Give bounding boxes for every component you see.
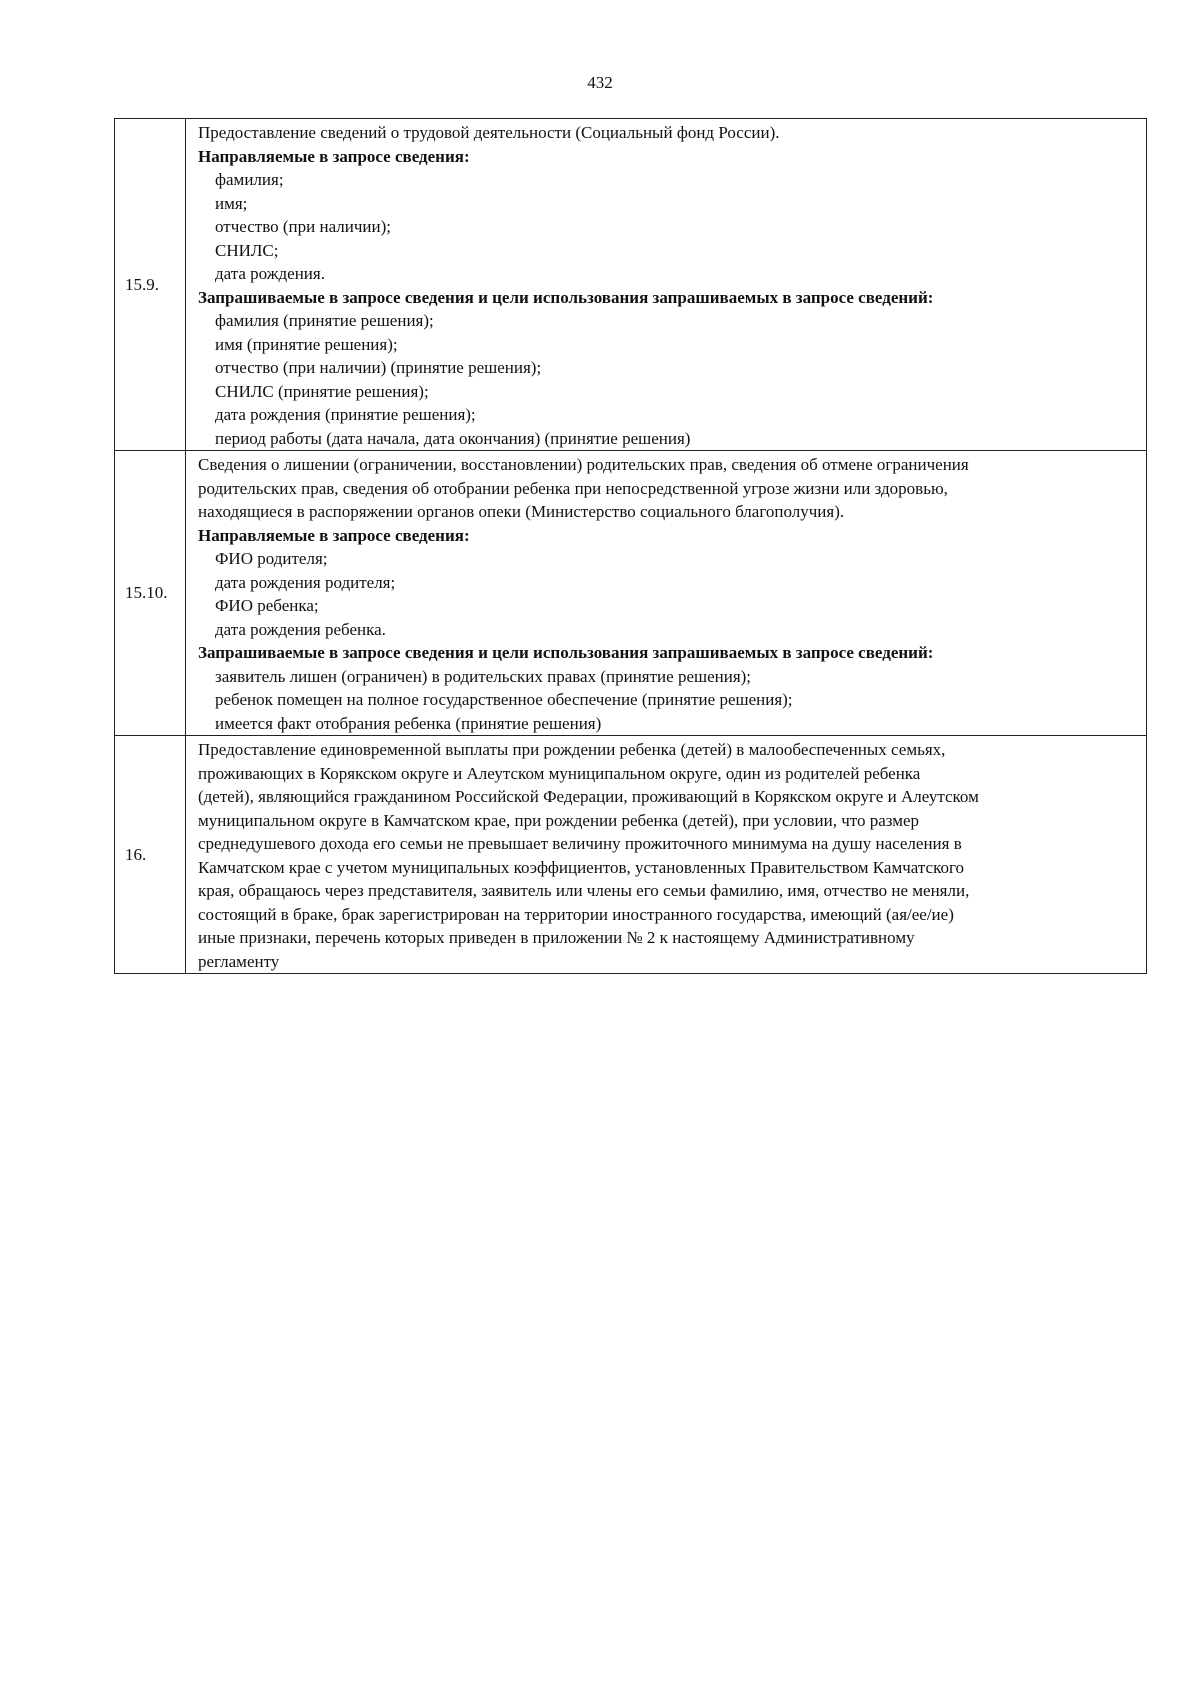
list-item: имя (принятие решения);	[215, 334, 398, 354]
row-content	[186, 451, 1147, 736]
text-line: края, обращаюсь через представителя, заявитель или члены его семьи фамилию, имя, отчество не меняли,	[198, 881, 970, 900]
text-line: родительских прав, сведения об отобрании ребенка при непосредственной угрозе жизни или здоровью,	[198, 478, 948, 498]
table-body	[115, 119, 1147, 974]
text-line: Сведения о лишении (ограничении, восстановлении) родительских прав, сведения об отмене ограничения	[198, 455, 969, 474]
list-item: период работы (дата начала, дата окончания) (принятие решения)	[215, 428, 691, 448]
row-content	[186, 119, 1147, 451]
row-number: 16.	[115, 736, 186, 974]
text-line: проживающих в Корякском округе и Алеутском муниципальном округе, один из родителей ребенка	[198, 763, 921, 783]
section-heading: Направляемые в запросе сведения:	[198, 525, 470, 545]
text-line: Предоставление сведений о трудовой деятельности (Социальный фонд России).	[198, 123, 780, 142]
list-item: дата рождения (принятие решения);	[215, 405, 476, 424]
text-line: муниципальном округе в Камчатском крае, при рождении ребенка (детей), при условии, что размер	[198, 810, 920, 830]
row-content	[186, 736, 1147, 974]
list-item: заявитель лишен (ограничен) в родительских правах (принятие решения);	[215, 666, 752, 686]
list-item: фамилия;	[215, 170, 284, 189]
list-item: дата рождения.	[215, 264, 325, 283]
row-number: 15.10.	[115, 451, 186, 736]
list-item: СНИЛС (принятие решения);	[215, 381, 429, 401]
section-heading: Запрашиваемые в запросе сведения и цели использования запрашиваемых в запросе сведений:	[198, 287, 934, 307]
list-item: ребенок помещен на полное государственное обеспечение (принятие решения);	[215, 690, 793, 709]
section-heading: Запрашиваемые в запросе сведения и цели использования запрашиваемых в запросе сведений:	[198, 643, 934, 662]
section-heading: Направляемые в запросе сведения:	[198, 146, 470, 166]
list-item: дата рождения ребенка.	[215, 619, 386, 639]
list-item: имя;	[215, 193, 248, 213]
list-item: ФИО родителя;	[215, 549, 328, 568]
text-line: находящиеся в распоряжении органов опеки (Министерство социального благополучия).	[198, 502, 845, 521]
list-item: дата рождения родителя;	[215, 572, 396, 592]
table-row	[115, 736, 1147, 974]
text-line: среднедушевого дохода его семьи не превышает величину прожиточного минимума на душу населения в	[198, 834, 962, 853]
text-line: регламенту	[198, 951, 280, 971]
list-item: отчество (при наличии);	[215, 217, 391, 236]
requirements-table	[114, 118, 1147, 974]
text-line: Камчатском крае с учетом муниципальных коэффициентов, установленных Правительством Камчатского	[198, 857, 965, 877]
list-item: имеется факт отобрания ребенка (принятие решения)	[215, 713, 602, 733]
list-item: отчество (при наличии) (принятие решения);	[215, 358, 542, 377]
text-line: Предоставление единовременной выплаты при рождении ребенка (детей) в малообеспеченных семьях,	[198, 740, 946, 759]
text-line: иные признаки, перечень которых приведен в приложении № 2 к настоящему Административному	[198, 928, 915, 947]
text-line: состоящий в браке, брак зарегистрирован на территории иностранного государства, имеющий (ая/ее/ие)	[198, 904, 954, 924]
list-item: ФИО ребенка;	[215, 596, 319, 615]
page-number: 432	[587, 73, 613, 92]
table-row	[115, 451, 1147, 736]
list-item: фамилия (принятие решения);	[215, 311, 434, 330]
table-row	[115, 119, 1147, 451]
list-item: СНИЛС;	[215, 240, 279, 260]
text-line: (детей), являющийся гражданином Российской Федерации, проживающий в Корякском округе и Алеутском	[198, 787, 979, 806]
row-number: 15.9.	[115, 119, 186, 451]
